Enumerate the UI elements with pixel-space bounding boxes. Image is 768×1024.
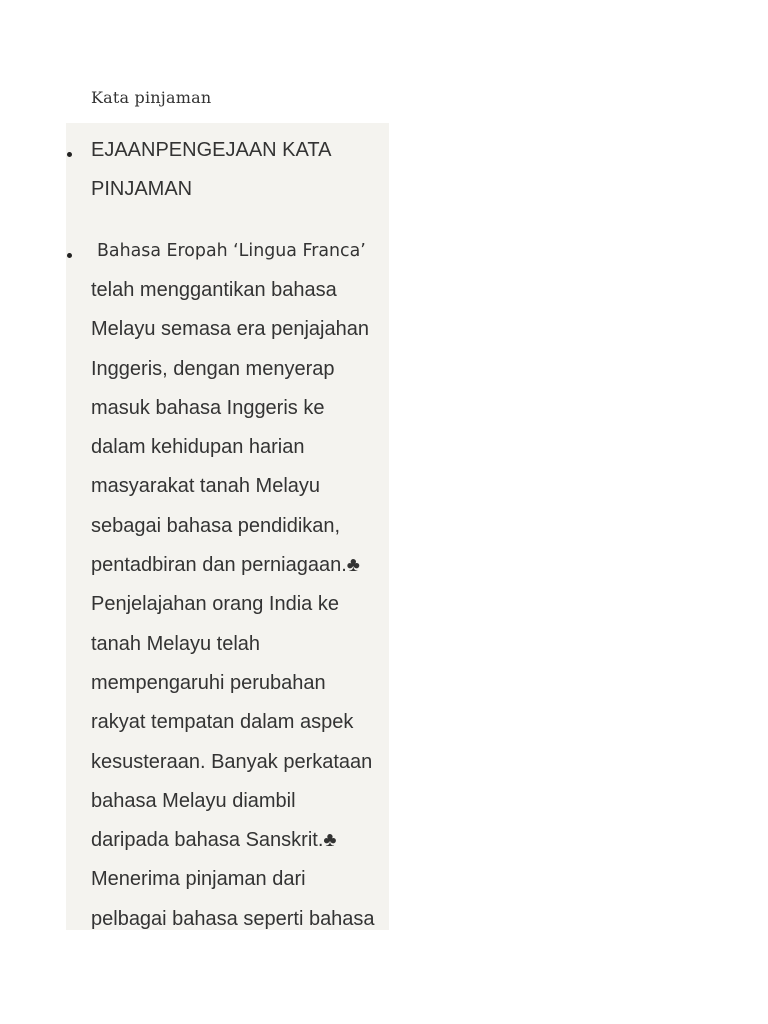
- body-line: tanah Melayu telah: [91, 632, 261, 655]
- body-line: rakyat tempatan dalam aspek: [91, 711, 354, 734]
- body-line: dalam kehidupan harian: [91, 436, 305, 459]
- body-line: daripada bahasa Sanskrit.♣: [91, 829, 337, 852]
- body-line: sebagai bahasa pendidikan,: [91, 514, 341, 537]
- body-line: Menerima pinjaman dari: [91, 868, 306, 891]
- body-line: bahasa Melayu diambil: [91, 789, 296, 812]
- body-line: telah menggantikan bahasa: [91, 279, 337, 301]
- body-line: masyarakat tanah Melayu: [91, 475, 321, 498]
- list-item-heading: EJAANPENGEJAAN KATA PINJAMAN: [91, 139, 331, 200]
- body-line: pentadbiran dan perniagaan.♣: [91, 554, 360, 577]
- body-line: pelbagai bahasa seperti bahasa: [91, 907, 375, 930]
- list-item-body: [91, 271, 387, 939]
- body-line: kesusteraan. Banyak perkataan: [91, 750, 373, 773]
- list-item-lead: Bahasa Eropah ‘Lingua Franca’: [97, 241, 366, 261]
- bullet-icon: [67, 253, 72, 258]
- body-line: mempengaruhi perubahan: [91, 671, 326, 694]
- body-line: masuk bahasa Inggeris ke: [91, 396, 325, 419]
- bullet-icon: [67, 152, 72, 157]
- body-line: Penjelajahan orang India ke: [91, 593, 339, 616]
- body-line: Inggeris, dengan menyerap: [91, 357, 335, 380]
- body-line: Melayu semasa era penjajahan: [91, 318, 369, 341]
- page-title: Kata pinjaman: [91, 88, 212, 107]
